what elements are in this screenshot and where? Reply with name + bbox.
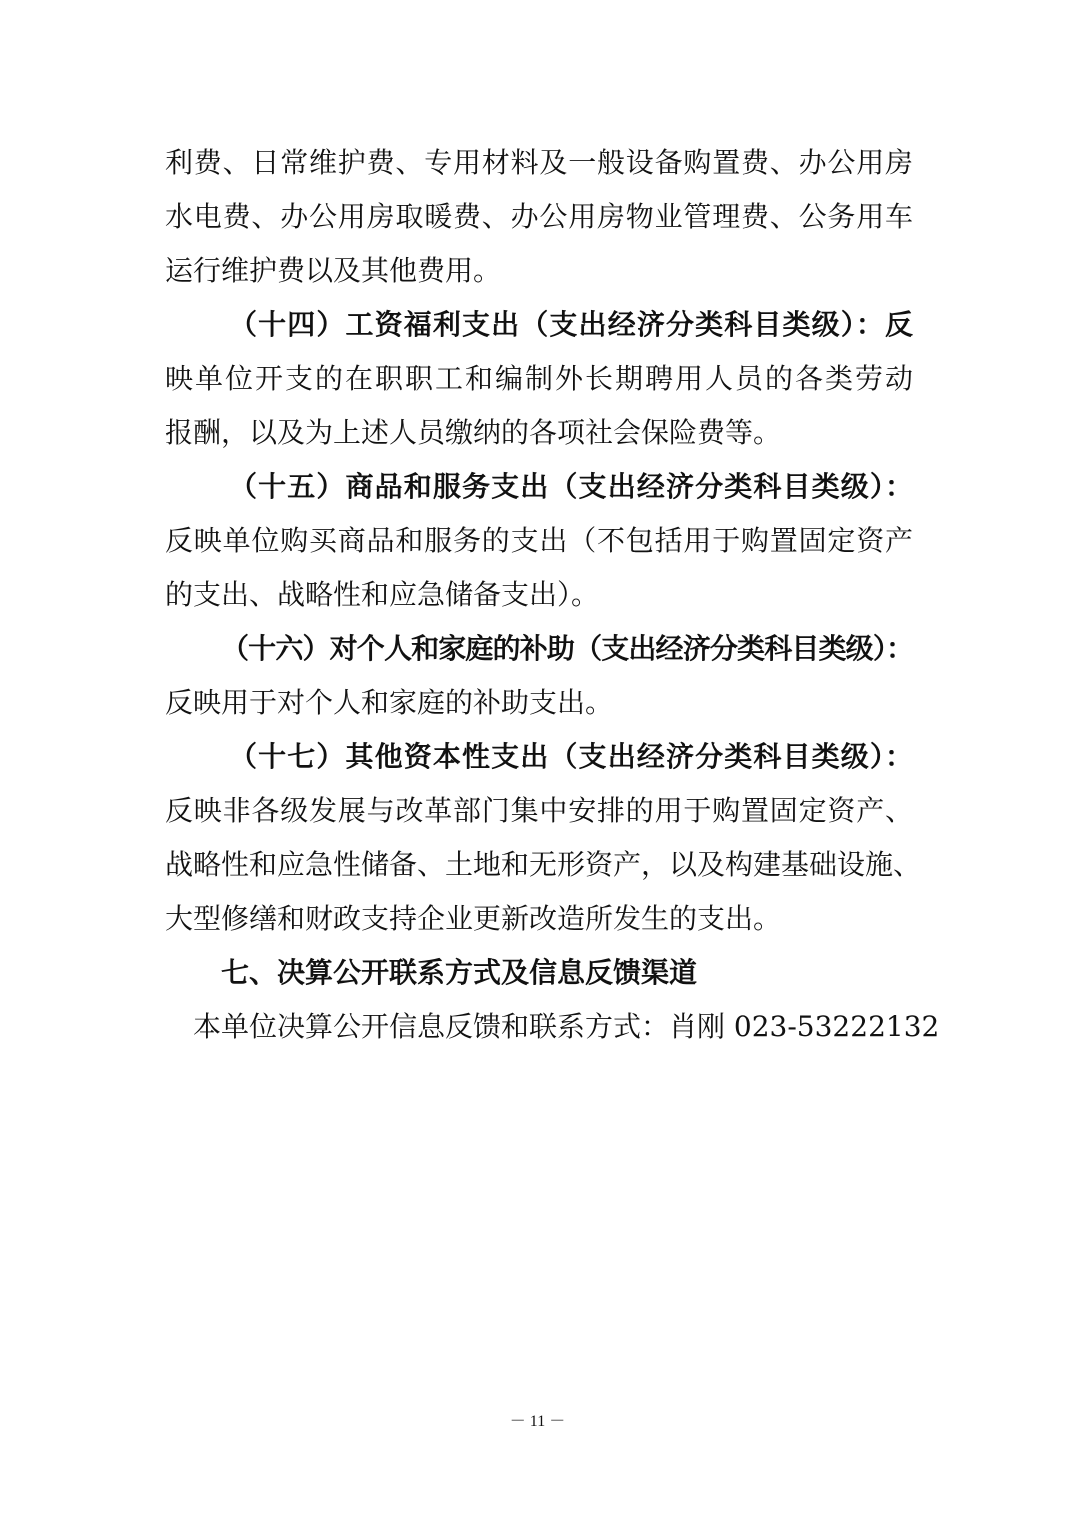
paragraph-item-16 [165,622,913,730]
document-body [165,136,940,1054]
text-line: 的支出、战略性和应急储备支出）。 [165,578,600,611]
paragraph-item-17 [165,730,922,946]
text-line: 反映单位购买商品和服务的支出（不包括用于购置固定资产 [165,524,913,557]
text-line: 反映非各级发展与改革部门集中安排的用于购置固定资产、 [165,794,913,827]
paragraph-item-14 [165,298,913,460]
item-heading-line: （十六）对个人和家庭的补助（支出经济分类科目类级）： [221,632,913,665]
text-line: 水电费、办公用房取暖费、办公用房物业管理费、公务用车 [165,200,913,233]
section-heading: 七、决算公开联系方式及信息反馈渠道 [221,956,698,989]
paragraph-continued [165,136,913,298]
text-line: 运行维护费以及其他费用。 [165,254,502,287]
text-line: 战略性和应急性储备、土地和无形资产，以及构建基础设施、 [165,848,922,881]
text-line: 利费、日常维护费、专用材料及一般设备购置费、办公用房 [165,146,913,179]
text-line: 报酬，以及为上述人员缴纳的各项社会保险费等。 [165,416,782,449]
text-line: 反映用于对个人和家庭的补助支出。 [165,686,614,719]
contact-line: 本单位决算公开信息反馈和联系方式：肖刚 023-53222132 [193,1010,940,1043]
item-heading-line: （十七）其他资本性支出（支出经济分类科目类级）： [229,740,913,773]
text-line: 映单位开支的在职职工和编制外长期聘用人员的各类劳动 [165,362,913,395]
page-number: － 11 － [509,1413,566,1430]
paragraph-item-15 [165,460,913,622]
text-line: 大型修缮和财政支持企业更新改造所发生的支出。 [165,902,782,935]
item-heading-line: （十五）商品和服务支出（支出经济分类科目类级）： [229,470,913,503]
item-heading-line: （十四）工资福利支出（支出经济分类科目类级）：反 [229,308,913,341]
